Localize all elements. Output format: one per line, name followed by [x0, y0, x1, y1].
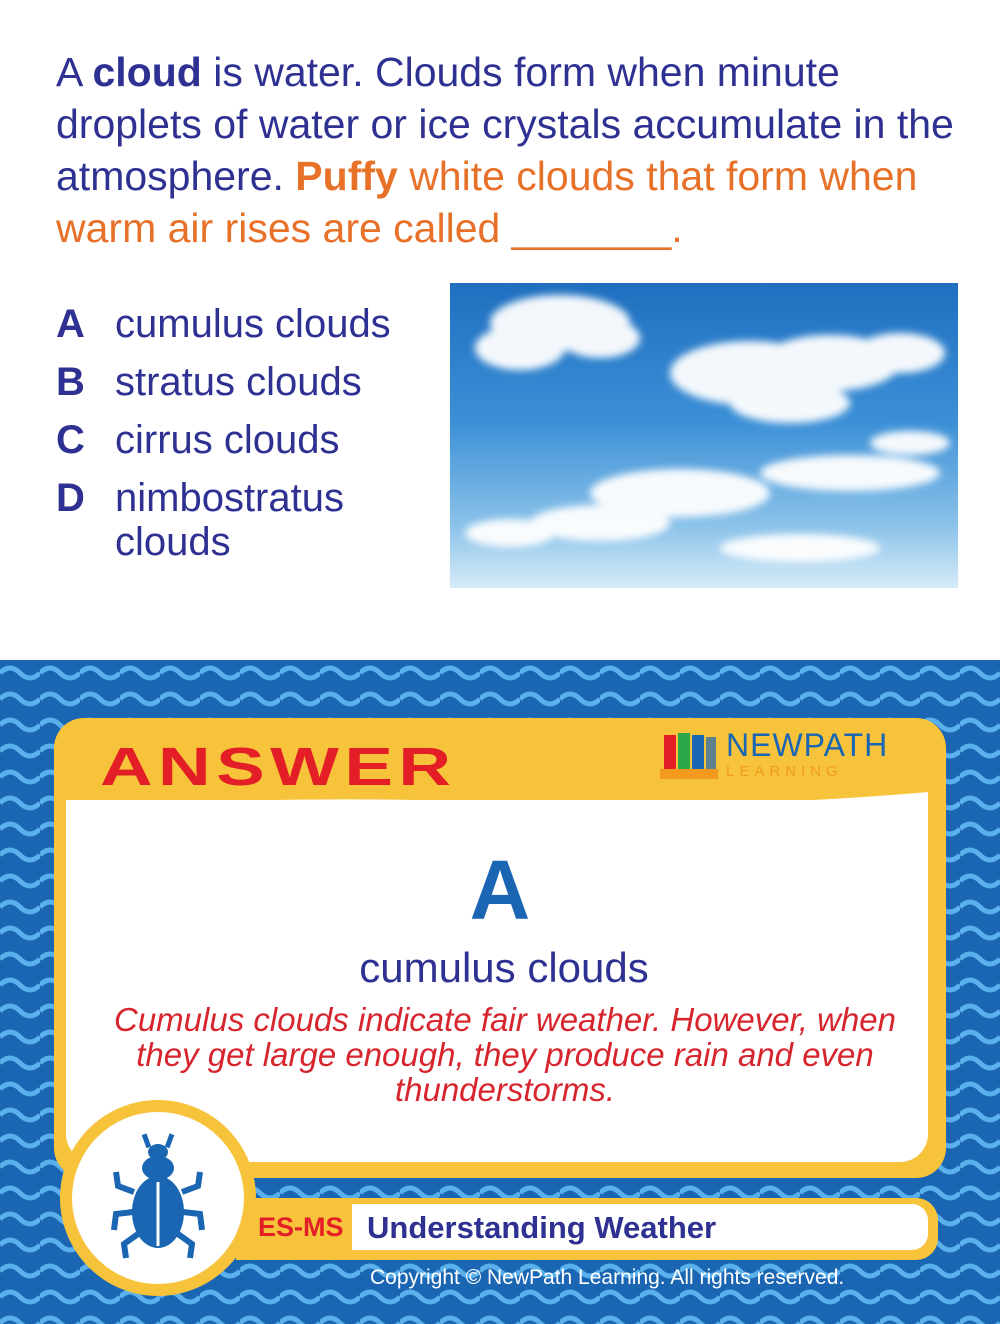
cloud-illustration	[450, 283, 958, 588]
question-highlight-keyword: Puffy	[295, 153, 398, 199]
cloud-photo	[450, 283, 958, 588]
topic-title: Understanding Weather	[367, 1210, 717, 1245]
answer-heading: ANSWER	[100, 737, 457, 797]
question-text	[56, 46, 956, 254]
logo-text-learning: LEARNING	[726, 763, 843, 780]
option-letter: C	[56, 418, 85, 462]
option-d[interactable]	[56, 476, 446, 564]
answer-text: cumulus clouds	[359, 944, 649, 991]
answer-options	[56, 302, 446, 578]
option-a[interactable]	[56, 302, 446, 346]
option-b[interactable]	[56, 360, 446, 404]
option-text: nimbostratus clouds	[115, 476, 344, 564]
book-icon	[660, 731, 718, 781]
beetle-icon	[108, 1130, 208, 1260]
option-letter: B	[56, 360, 85, 404]
question-part-3: white clouds that form when warm air rises are called _______.	[56, 153, 918, 251]
question-keyword: cloud	[92, 49, 202, 95]
logo-text-newpath: NEWPATH	[726, 727, 889, 763]
newpath-logo	[660, 727, 910, 785]
copyright-notice: Copyright © NewPath Learning. All rights reserved.	[370, 1266, 845, 1289]
course-code: ES-MS	[258, 1212, 344, 1242]
option-text: cirrus clouds	[115, 418, 340, 462]
answer-letter: A	[469, 843, 531, 937]
option-c[interactable]	[56, 418, 446, 462]
answer-explanation: Cumulus clouds indicate fair weather. However, when they get large enough, they produce rain and even thunderstorms.	[114, 1001, 896, 1108]
question-part-2: is water. Clouds form when minute droplets of water or ice crystals accumulate in the atmosphere.	[56, 49, 954, 199]
option-letter: A	[56, 302, 85, 346]
question-part-1: A	[56, 49, 93, 95]
option-text: stratus clouds	[115, 360, 362, 404]
option-text: cumulus clouds	[115, 302, 391, 346]
option-letter: D	[56, 476, 85, 520]
